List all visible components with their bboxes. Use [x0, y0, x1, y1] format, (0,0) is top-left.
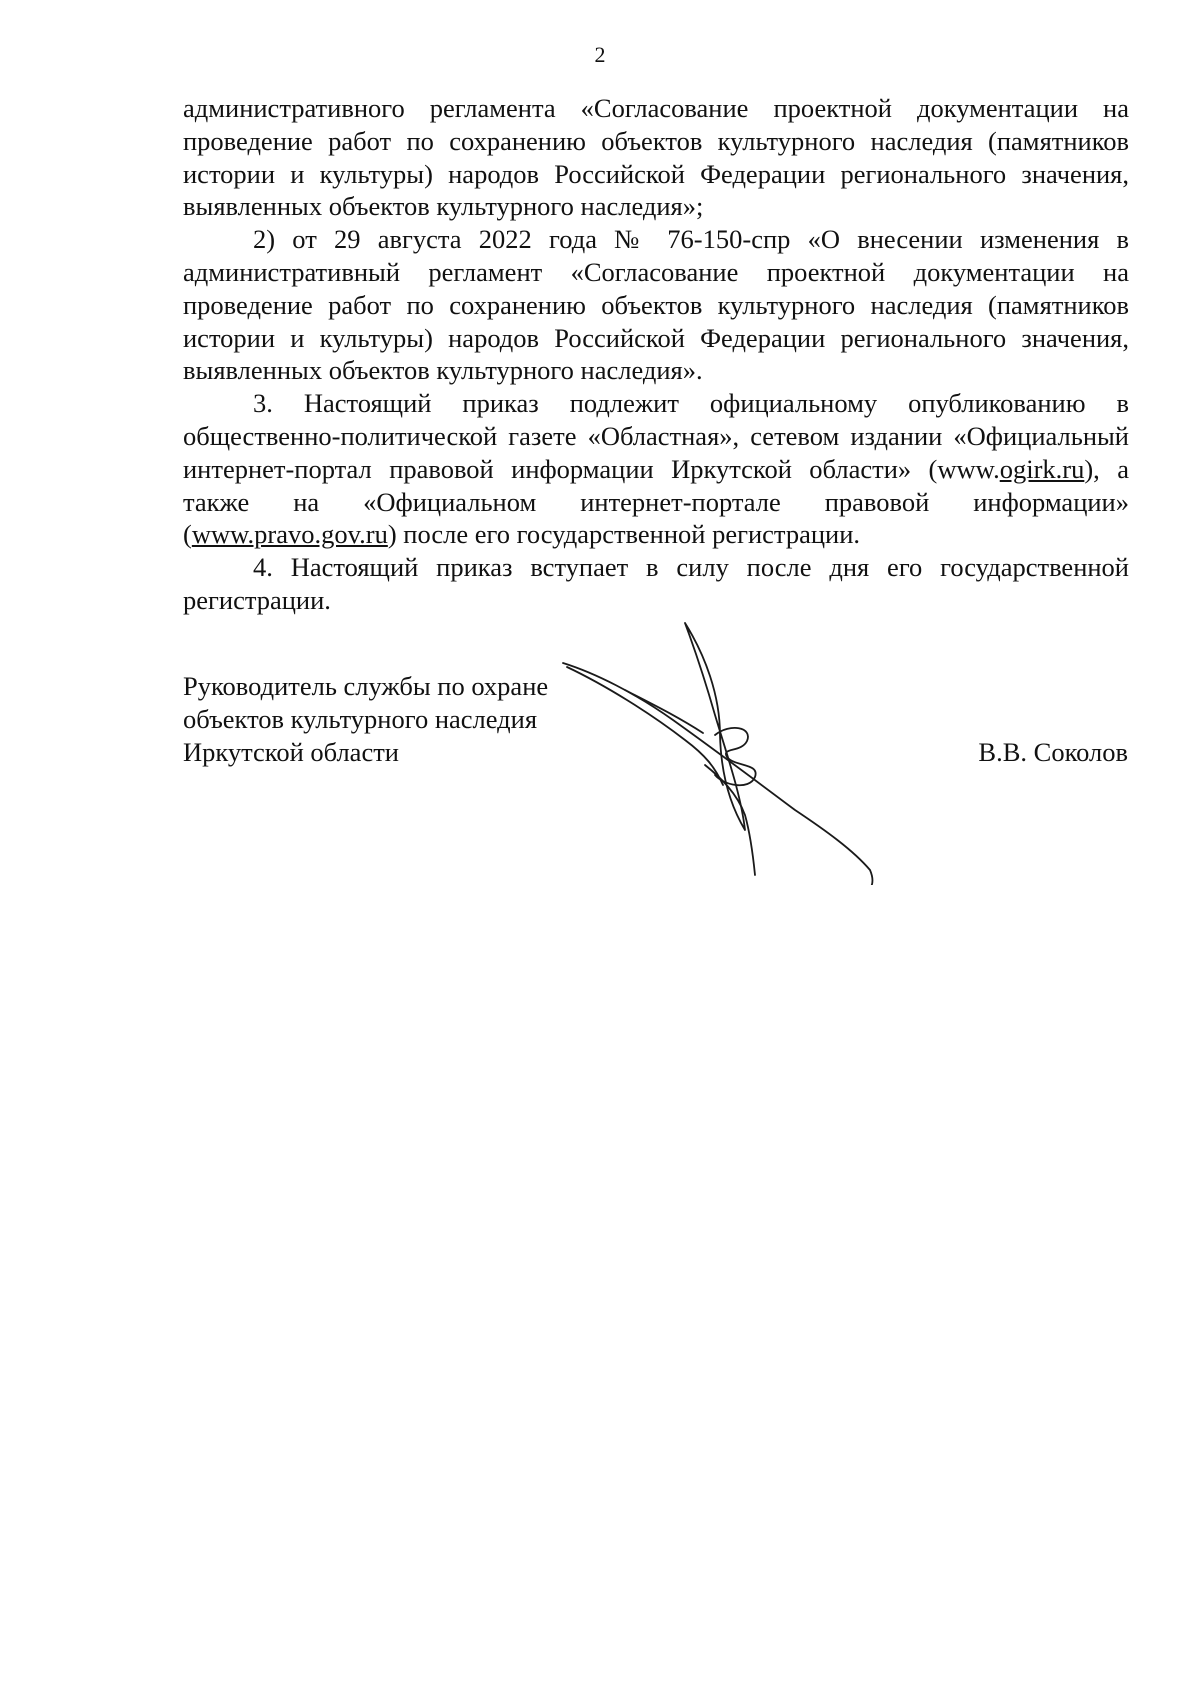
paragraph-4: 4. Настоящий приказ вступает в силу после дня его государственной регистрации. [183, 552, 1129, 615]
signer-position-line-2: объектов культурного наследия [183, 704, 538, 734]
paragraph-3-text-end: ) после его государственной регистрации. [387, 519, 861, 550]
paragraph-3 [183, 387, 1129, 551]
paragraph-3-text-start: 3. Настоящий приказ подлежит официальному опубликованию в общественно-политической газете «Областная», сетевом издании «Официальный интернет-портал правовой информации Иркутской области» (www. [183, 388, 1129, 484]
ogirk-link[interactable]: ogirk.ru [999, 453, 1085, 484]
paragraph-3-text-middle: ), а также на «Официальном интернет-портале правовой информации» ( [183, 453, 1129, 550]
paragraph-2: 2) от 29 августа 2022 года № 76-150-спр «О внесении изменения в административный регламент «Согласование проектной документации на проведение работ по сохранению объектов культурного наследия (памятников истории и культуры) народов Российской Федерации регионального значения, выявленных объектов культурного наследия». [183, 224, 1129, 386]
signer-position-line-1: Руководитель службы по охране [183, 671, 549, 701]
paragraph-1: административного регламента «Согласование проектной документации на проведение работ по сохранению объектов культурного наследия (памятников истории и культуры) народов Российской Федерации регионального значения, выявленных объектов культурного наследия»; [183, 93, 1129, 222]
signer-position-line-3: Иркутской области [183, 737, 399, 767]
pravo-gov-link[interactable]: www.pravo.gov.ru [191, 519, 388, 550]
signer-position [183, 670, 548, 769]
document-body [183, 92, 1129, 617]
page-number: 2 [594, 42, 606, 67]
handwritten-signature [555, 615, 885, 885]
signer-name: В.В. Соколов [978, 737, 1128, 767]
